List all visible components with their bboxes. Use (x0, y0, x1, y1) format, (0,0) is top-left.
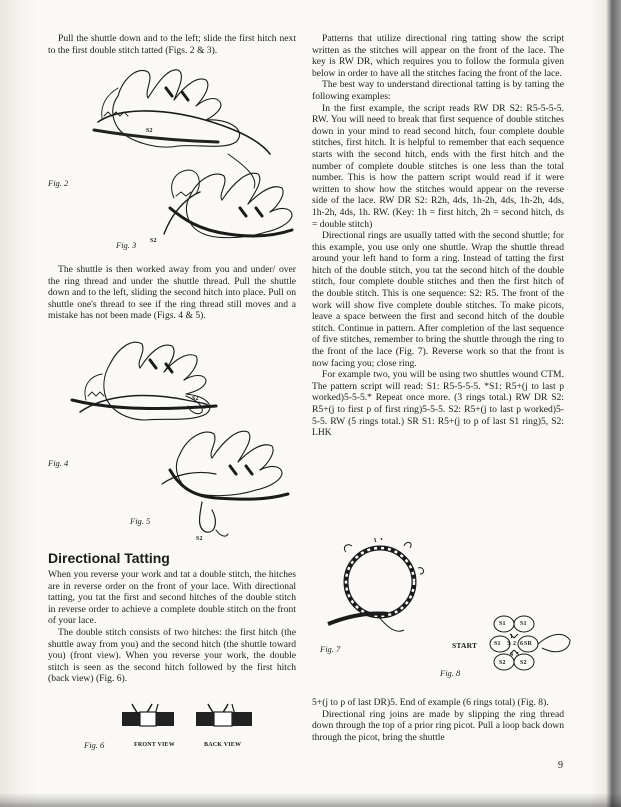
fig8-sr: SR (524, 641, 533, 647)
fig8-num-2: 2 (513, 641, 517, 647)
fig2-caption: Fig. 2 (48, 178, 69, 188)
scan-shadow (0, 793, 621, 807)
back-view-label: BACK VIEW (204, 742, 242, 748)
paragraph-directional-rings: Directional rings are usually tatted with the second shuttle; for this example, you use only one shuttle. Wrap the shuttle thread around your left hand to form a ring. Instead of tatting the first hitch of the double stitch, you tat the second hitch of the double stitch, four complete double stitches and then the first hitch of the double stitch. This is one sequence: S2: R5. The front of the work will show five complete double stitches. To make picots, leave a space between the first and second hitch of the double stitch. Continue in pattern. After completion of the last sequence of five stitches, remember to bring the shuttle through the ring to the front of the lace (Fig. 7). Reverse work so that the front is now facing you; close ring. (312, 230, 564, 369)
fig4-caption: Fig. 4 (48, 458, 69, 468)
fig8-num-4: 4 (510, 652, 514, 658)
fig7-caption: Fig. 7 (320, 644, 341, 654)
paragraph-best-way: The best way to understand directional tatting is by tatting the following examples: (312, 79, 564, 102)
figure-2-3-illustration (78, 58, 310, 254)
paragraph-shuttle-worked: The shuttle is then worked away from you and under/ over the ring thread and under the shuttle thread. Pull the shuttle down and to the left, sliding the second hitch into place. Pull on shuttle one's thread to see if the ring thread still moves and a mistake has not been made (Figs. 4 & 5). (48, 264, 296, 322)
front-view-label: FRONT VIEW (134, 742, 175, 748)
paragraph-reverse-work: When you reverse your work and tat a double stitch, the hitches are in reverse order on the front of your lace. With directional tatting, you tat the first and second hitches of the double stitch in reverse order to achieve a complete double stitch on the front of your lace. (48, 569, 296, 627)
fig8-s1-top-left: S1 (499, 621, 506, 627)
fig5-s2-label: S2 (196, 536, 203, 542)
fig3-s2-label: S2 (150, 238, 157, 244)
paragraph-end-example: 5+(j to p of last DR)5. End of example (6 rings total) (Fig. 8). (312, 697, 549, 708)
fig8-num-5: 5 (516, 652, 520, 658)
paragraph-patterns: Patterns that utilize directional ring tatting show the script written as the stitches will appear on the front of the lace. The key is RW DR, which requires you to follow the formula given below in order to have all the stitches facing the front of the lace. (312, 33, 564, 79)
intro-paragraph: Pull the shuttle down and to the left; slide the first hitch next to the first double stitch tatted (Figs. 2 & 3). (48, 33, 296, 56)
section-heading: Directional Tatting (48, 550, 170, 566)
fig2-s2-label: S2 (146, 128, 153, 134)
fig3-caption: Fig. 3 (116, 240, 137, 250)
fig8-s1-top-right: S1 (520, 621, 527, 627)
fig8-start-label: START (452, 641, 478, 650)
right-column-text-bottom (312, 697, 564, 743)
page-number: 9 (558, 760, 563, 771)
figure-7-illustration (318, 538, 446, 642)
fig8-caption: Fig. 8 (440, 668, 461, 678)
fig8-s2-right: S2 (520, 660, 527, 666)
fig8-s2-left: S2 (499, 660, 506, 666)
paragraph-first-example: In the first example, the script reads RW DR S2: R5-5-5-5. RW. You will need to break that first sequence of double stitches down in your mind to read second hitch, four complete double stitches, first hitch. It is helpful to remember that each sequence starts with the second hitch, ends with the first hitch and the number of complete double stitches is one less than the total number. This is how the pattern script would read if it were written to show how the stitches would appear on the reverse side of the lace. RW DR S2: R2h, 4ds, 1h-2h, 4ds, 1h-2h, 4ds, 1h-2h, 4ds, 1h. RW. (Key: 1h = first hitch, 2h = second hitch, ds = double stitch) (312, 102, 564, 230)
fig5-caption: Fig. 5 (130, 516, 151, 526)
paragraph-double-stitch: The double stitch consists of two hitches: the first hitch (the shuttle away from you) and the second hitch (the shuttle toward you) (front view). When you reverse your work, the double stitch is seen as the second hitch followed by the first hitch (back view) (Fig. 6). (48, 627, 296, 685)
fig6-caption: Fig. 6 (84, 740, 105, 750)
right-column-text-top (312, 33, 564, 439)
paragraph-ring-joins: Directional ring joins are made by slipping the ring thread down through the top of a prior ring picot. Pull a loop back down through the picot, bring the shuttle (312, 708, 564, 743)
figure-4-5-illustration (66, 334, 306, 540)
fig4-s2-label: S2 (192, 396, 199, 402)
fig8-num-6: 6 (520, 641, 524, 647)
fig8-num-1: 1 (510, 634, 514, 640)
fig8-s1-mid: S1 (494, 641, 501, 647)
figure-6-illustration (118, 698, 258, 738)
paragraph-example-two: For example two, you will be using two shuttles wound CTM. The pattern script will read: S1: R5-5-5-5. *S1: R5+(j to last p worked)5-5-5.* Repeat once more. (3 rings total.) RW DR S2: R5+(j to first p of first ring)5-5-5. S2: R5+(j to last p worked)5-5-5. RW (5 rings total.) SR S1: R5+(j to p of last S1 ring)5, S2: LHK (312, 369, 564, 439)
fig8-num-3: 3 (507, 641, 511, 647)
